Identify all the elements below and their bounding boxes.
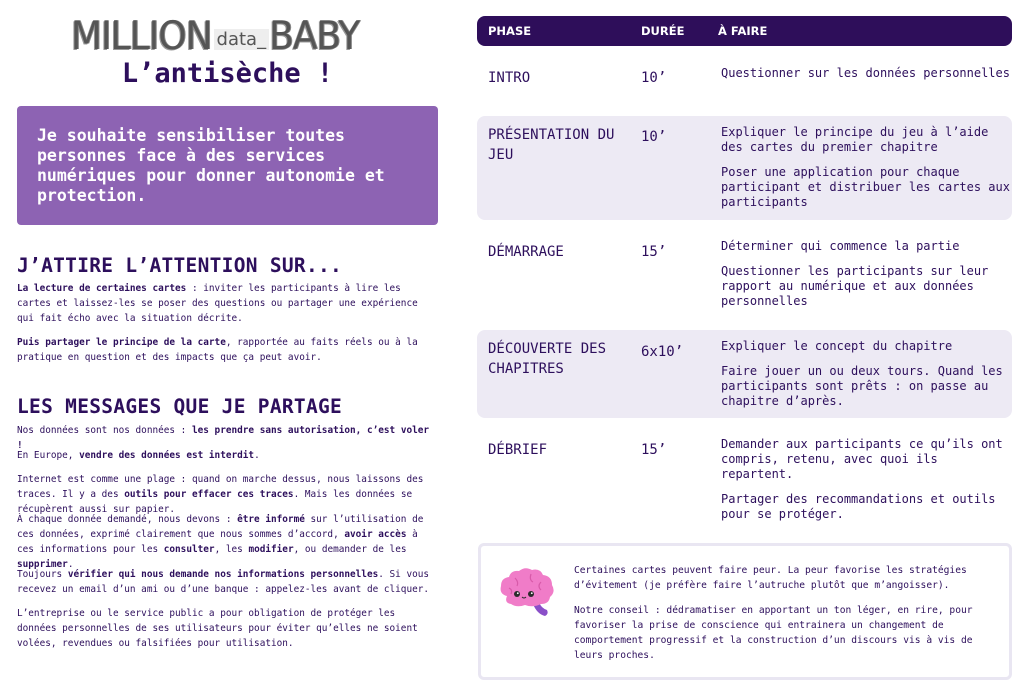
- row-phase: PRÉSENTATION DU JEU: [488, 127, 615, 163]
- logo-baby: BABY: [269, 13, 360, 59]
- message-3: [17, 472, 438, 517]
- logo-data: data_: [214, 29, 270, 50]
- row-todo: Questionner les participants sur leur rapport au numérique et aux données personnelles: [721, 264, 989, 308]
- row-phase: DÉBRIEF: [488, 442, 548, 458]
- row-duration: 10’: [641, 70, 667, 86]
- message-4-d: avoir accès: [344, 529, 407, 540]
- row-todo: Poser une application pour chaque participant et distribuer les cartes aux participants: [721, 165, 1010, 209]
- message-3-bold: outils pour effacer ces traces: [124, 489, 294, 500]
- attention-p2-bold: Puis partager le principe de la carte: [17, 337, 226, 348]
- message-4-k: .: [67, 559, 74, 570]
- message-4-i: , ou demander de les: [293, 544, 407, 555]
- table-row-debrief: [477, 426, 1012, 532]
- attention-p1-bold: La lecture de certaines cartes: [17, 283, 187, 294]
- message-3-text: Internet est comme une plage : quand on marche dessus, nous laissons des traces. Il y a des: [17, 474, 424, 500]
- logo: [70, 13, 360, 59]
- table-row-demarrage: [477, 228, 1012, 322]
- message-1-text: Nos données sont nos données :: [17, 425, 192, 436]
- message-4-g: , les: [214, 544, 249, 555]
- attention-heading: J’ATTIRE L’ATTENTION SUR...: [17, 254, 343, 277]
- brain-icon: [497, 566, 557, 620]
- message-3-end: . Mais les données se récupèrent aussi sur papier.: [17, 489, 413, 515]
- message-4-a: À chaque donnée demandé, nous devons :: [17, 514, 238, 525]
- message-5-b: vérifier qui nous demande nos informations personnelles: [67, 569, 379, 580]
- row-duration: 6x10’: [641, 344, 684, 360]
- mission-text: Je souhaite sensibiliser toutes personnes face à des services numériques pour donner autonomie et protection.: [37, 126, 385, 205]
- message-4-e: à ces informations pour les: [17, 529, 418, 555]
- advice-paragraph-1: Certaines cartes peuvent faire peur. La peur favorise les stratégies d’évitement (je préfère faire l’autruche plutôt que m’angoisser).: [574, 565, 967, 591]
- message-4-f: consulter: [163, 544, 215, 555]
- messages-heading: LES MESSAGES QUE JE PARTAGE: [17, 395, 343, 418]
- header-phase: PHASE: [488, 24, 532, 38]
- row-todo: Partager des recommandations et outils pour se protéger.: [721, 492, 996, 521]
- attention-paragraph-2: [17, 335, 438, 365]
- table-row-decouverte: [477, 330, 1012, 418]
- header-todo: À FAIRE: [718, 24, 768, 38]
- message-2-bold: vendre des données est interdit: [79, 450, 255, 461]
- message-4-h: modifier: [248, 544, 294, 555]
- page-title: L’antisèche !: [121, 58, 334, 89]
- row-phase: DÉCOUVERTE DES CHAPITRES: [488, 341, 607, 377]
- row-duration: 15’: [641, 442, 667, 458]
- message-5-c: . Si vous recevez un email d’un ami ou d’une banque : appelez-les avant de cliquer.: [17, 569, 430, 595]
- attention-paragraph-1: [17, 281, 438, 326]
- attention-p2-text: , rapportée au faits réels ou à la pratique en question et des impacts que ça peut avoir.: [17, 337, 418, 363]
- message-4: [17, 512, 438, 572]
- row-todo: Expliquer le concept du chapitre: [721, 339, 953, 353]
- row-todo: Expliquer le principe du jeu à l’aide des cartes du premier chapitre: [721, 125, 989, 154]
- message-2-text: En Europe,: [17, 450, 80, 461]
- message-5: [17, 567, 438, 597]
- row-todo: Questionner sur les données personnelles: [721, 66, 1010, 80]
- row-duration: 15’: [641, 244, 667, 260]
- row-todo: Faire jouer un ou deux tours. Quand les participants sont prêts : on passe au chapitre d’après.: [721, 364, 1003, 408]
- mission-box: [17, 106, 438, 225]
- message-6: L’entreprise ou le service public a pour obligation de protéger les données personnelles de ses utilisateurs pour éviter qu’elles ne soient volées, revendues ou falsifiées pour utilisation.: [17, 608, 418, 649]
- message-2: [17, 448, 438, 463]
- row-phase: DÉMARRAGE: [488, 244, 564, 260]
- table-row-intro: [477, 56, 1012, 108]
- message-1-bold: les prendre sans autorisation, c’est voler !: [17, 425, 430, 451]
- row-phase: INTRO: [488, 70, 531, 86]
- row-todo: Demander aux participants ce qu’ils ont compris, retenu, avec quoi ils repartent.: [721, 437, 1003, 481]
- advice-box: [478, 543, 1012, 680]
- message-4-c: sur l’utilisation de ces données, exprimé clairement que nous sommes d’accord,: [17, 514, 424, 540]
- header-duration: DURÉE: [641, 24, 685, 38]
- message-5-a: Toujours: [17, 569, 68, 580]
- table-header: [477, 16, 1012, 46]
- attention-p1-text: : inviter les participants à lire les cartes et laissez-les se poser des questions ou partager une expérience qui fait écho avec la situation décrite.: [17, 283, 418, 324]
- table-row-presentation: [477, 116, 1012, 220]
- message-2-end: .: [254, 450, 260, 461]
- row-duration: 10’: [641, 129, 667, 145]
- advice-paragraph-2: Notre conseil : dédramatiser en apportant un ton léger, en rire, pour favoriser la prise de conscience qui entrainera un changement de comportement progressif et la construction d’un discours vis à vis de leurs proches.: [574, 605, 973, 661]
- message-4-j: supprimer: [17, 559, 68, 570]
- row-todo: Déterminer qui commence la partie: [721, 239, 960, 253]
- logo-million: MILLION: [70, 13, 212, 59]
- message-4-b: être informé: [237, 514, 305, 525]
